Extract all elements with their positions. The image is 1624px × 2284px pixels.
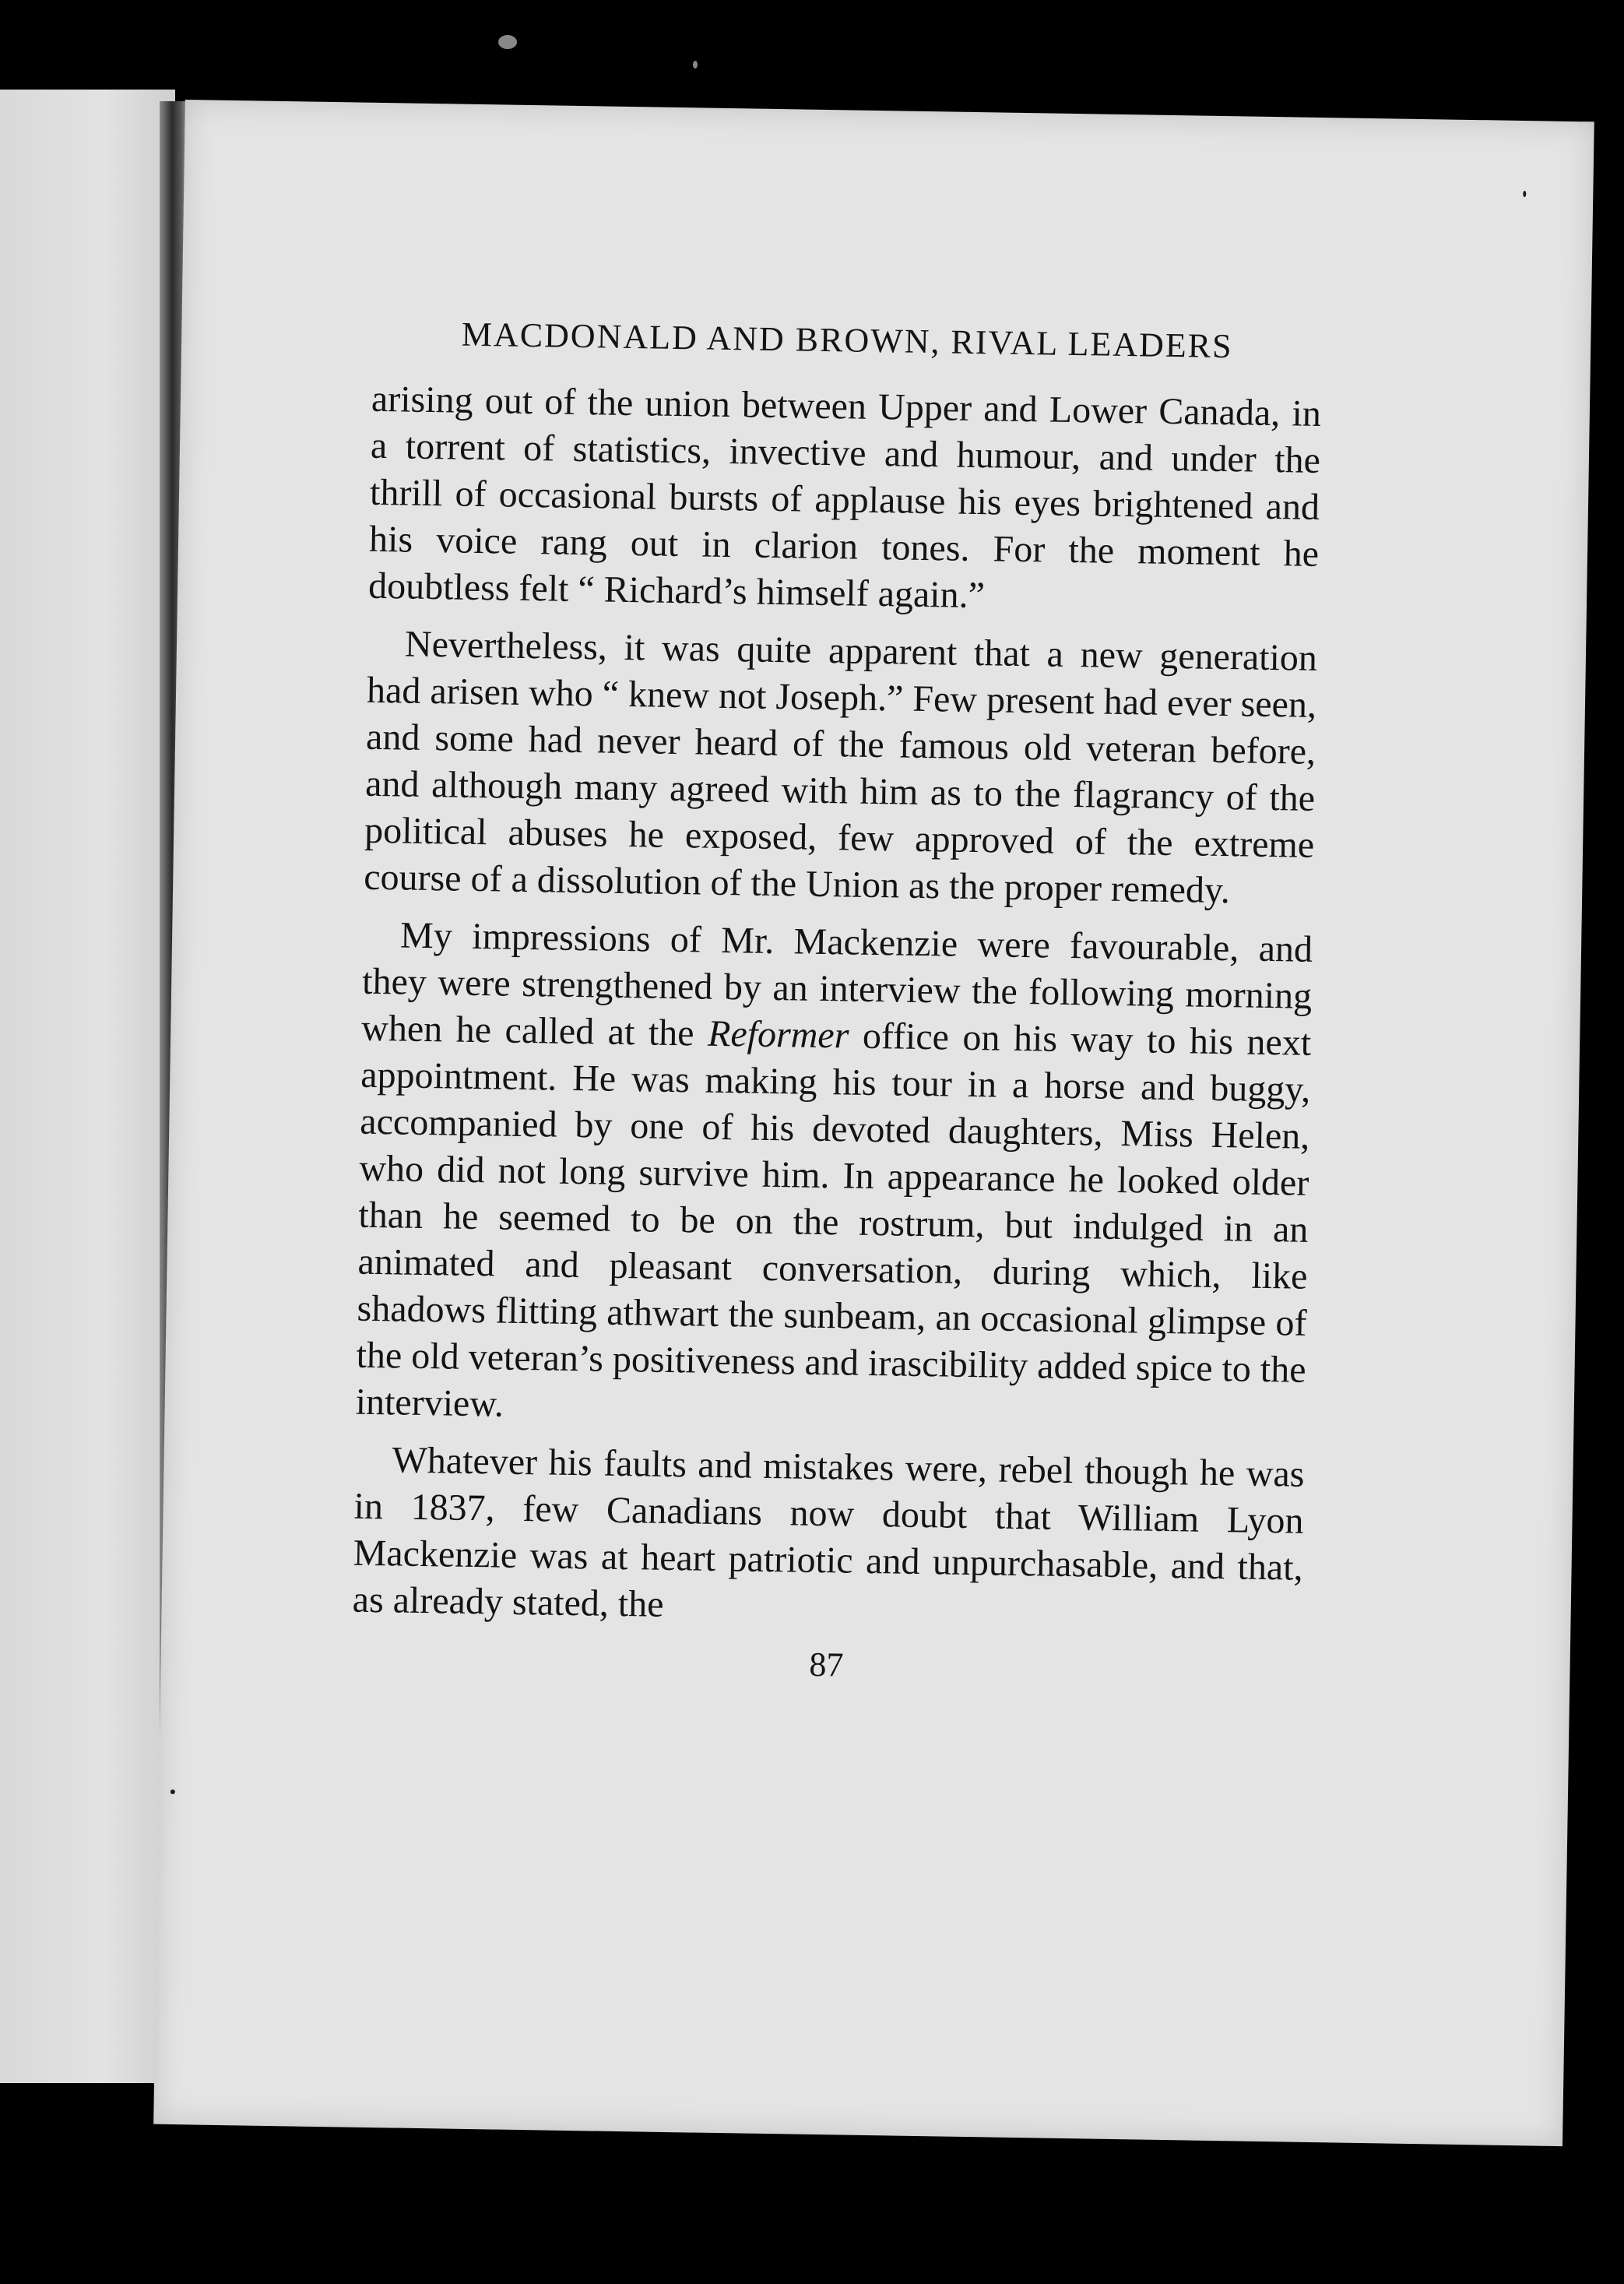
reformer-italic: Reformer [707,1012,849,1057]
paragraph-4: Whatever his faults and mistakes were, rebel though he was in 1837, few Canadians now doubt that William Lyon Mackenzie was at heart patriotic and unpurchasable, and that, as already stated, the [352,1439,1305,1625]
paragraph-1: arising out of the union between Upper and Lower Canada, in a torrent of statistics, invective and humour, and under the thrill of occasional bursts of applause his eyes brightened and his voice rang out in clarion tones. For the moment he doubtless felt “ Richard’s himself again.” [367,378,1322,617]
scan-speck [1523,191,1526,197]
book-page [153,100,1594,2146]
paragraph-3-start: My impressions of Mr. Mackenzie were favourable, and they were strengthened by an interview the following morning when he called at the [360,914,1313,1054]
page-number: 87 [809,1645,844,1684]
scan-speck [498,35,517,49]
scan-speck [170,1790,175,1794]
running-head: MACDONALD AND BROWN, RIVAL LEADERS [461,315,1233,366]
paragraph-3-rest: office on his way to his next appointment. He was making his tour in a horse and buggy, accompanied by one of his devoted daughters, Miss Helen, who did not long survive him. In appearance he looked older than he seemed to be on the rostrum, but indulged in an animated and pleasant conversation, during which, like shadows flitting athwart the sunbeam, an occasional glimpse of the old veteran’s positiveness and irascibility added spice to the interview. [355,1015,1312,1425]
previous-page-edge [0,90,175,2083]
page-content [351,313,1322,1692]
scan-speck [693,61,698,69]
paragraph-2: Nevertheless, it was quite apparent that a new generation had arisen who “ knew not Joseph.” Few present had ever seen, and some had never heard of the famous old veteran before, and although many agreed with him as to the flagrancy of the political abuses he exposed, few approved of the extreme course of a dissolution of the Union as the proper remedy. [363,623,1318,912]
paragraph-3 [355,912,1313,1441]
